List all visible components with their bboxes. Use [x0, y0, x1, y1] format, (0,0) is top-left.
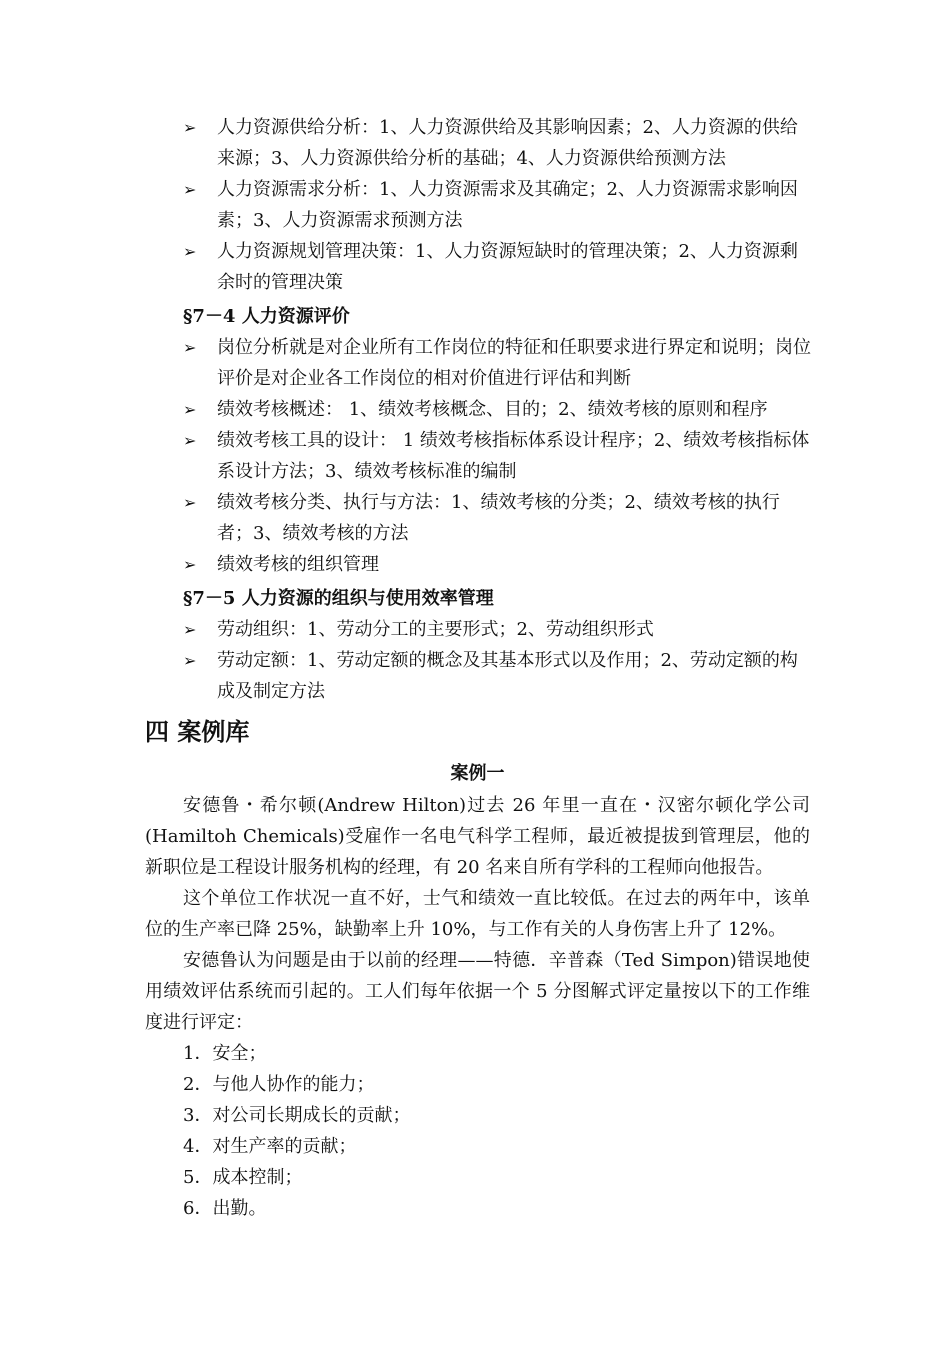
section-labor-efficiency [183, 580, 813, 707]
criteria-item: 4．对生产率的贡献； [183, 1136, 357, 1157]
arrow-bullet-icon: ➢ [183, 555, 197, 574]
bullet-text: 人力资源供给分析：1、人力资源供给及其影响因素；2、人力资源的供给来源；3、人力资源供给分析的基础；4、人力资源供给预测方法 [217, 117, 798, 169]
bullet-text: 人力资源规划管理决策：1、人力资源短缺时的管理决策；2、人力资源剩余时的管理决策 [217, 241, 798, 293]
bullet-text: 绩效考核概述： 1、绩效考核概念、目的；2、绩效考核的原则和程序 [217, 399, 768, 420]
arrow-bullet-icon: ➢ [183, 242, 197, 261]
case-paragraph: 安德鲁认为问题是由于以前的经理——特德．辛普森（Ted Simpon)错误地使用绩效评估系统而引起的。工人们每年依据一个 5 分图解式评定量按以下的工作维度进行评定： [145, 950, 810, 1033]
case-title: 案例一 [450, 763, 505, 784]
criteria-item: 5．成本控制； [183, 1167, 303, 1188]
section-hr-evaluation [183, 298, 813, 580]
case-paragraph: 安德鲁・希尔顿(Andrew Hilton)过去 26 年里一直在・汉密尔顿化学公司(Hamiltoh Chemicals)受雇作一名电气科学工程师，最近被提拔到管理层，他的新职位是工程设计服务机构的经理，有 20 名来自所有学科的工程师向他报告。 [145, 795, 810, 878]
bullet-item [183, 174, 813, 236]
bullet-item [183, 394, 813, 425]
bullet-text: 岗位分析就是对企业所有工作岗位的特征和任职要求进行界定和说明；岗位评价是对企业各工作岗位的相对价值进行评估和判断 [217, 337, 811, 389]
arrow-bullet-icon: ➢ [183, 118, 197, 137]
criteria-item: 1．安全； [183, 1043, 267, 1064]
case-body [145, 790, 810, 1224]
bullet-text: 绩效考核分类、执行与方法：1、绩效考核的分类；2、绩效考核的执行者；3、绩效考核的方法 [217, 492, 780, 544]
bullet-text: 绩效考核工具的设计： 1 绩效考核指标体系设计程序；2、绩效考核指标体系设计方法；3、绩效考核标准的编制 [217, 430, 810, 482]
evaluation-criteria-list [145, 1038, 810, 1224]
arrow-bullet-icon: ➢ [183, 431, 197, 450]
bullet-text: 劳动组织：1、劳动分工的主要形式；2、劳动组织形式 [217, 619, 654, 640]
arrow-bullet-icon: ➢ [183, 180, 197, 199]
bullet-text: 绩效考核的组织管理 [217, 554, 379, 575]
arrow-bullet-icon: ➢ [183, 651, 197, 670]
bullet-text: 人力资源需求分析：1、人力资源需求及其确定；2、人力资源需求影响因素；3、人力资源需求预测方法 [217, 179, 798, 231]
case-library-heading: 四 案例库 [145, 717, 250, 746]
arrow-bullet-icon: ➢ [183, 493, 197, 512]
arrow-bullet-icon: ➢ [183, 400, 197, 419]
bullet-item [183, 112, 813, 174]
outline-section [183, 112, 813, 707]
bullet-item [183, 425, 813, 487]
criteria-item: 2．与他人协作的能力； [183, 1074, 375, 1095]
bullet-text: 劳动定额：1、劳动定额的概念及其基本形式以及作用；2、劳动定额的构成及制定方法 [217, 650, 798, 702]
bullet-item [183, 614, 813, 645]
bullet-item [183, 332, 813, 394]
criteria-item: 6．出勤。 [183, 1198, 267, 1219]
bullet-item [183, 549, 813, 580]
bullet-item [183, 487, 813, 549]
bullet-item [183, 236, 813, 298]
case-paragraph: 这个单位工作状况一直不好，士气和绩效一直比较低。在过去的两年中，该单位的生产率已降 25%，缺勤率上升 10%，与工作有关的人身伤害上升了 12%。 [145, 888, 810, 940]
section-heading: §7－5 人力资源的组织与使用效率管理 [183, 588, 494, 609]
section-heading: §7－4 人力资源评价 [183, 306, 350, 327]
arrow-bullet-icon: ➢ [183, 338, 197, 357]
arrow-bullet-icon: ➢ [183, 620, 197, 639]
bullet-item [183, 645, 813, 707]
section-hr-planning [183, 112, 813, 298]
criteria-item: 3．对公司长期成长的贡献； [183, 1105, 411, 1126]
